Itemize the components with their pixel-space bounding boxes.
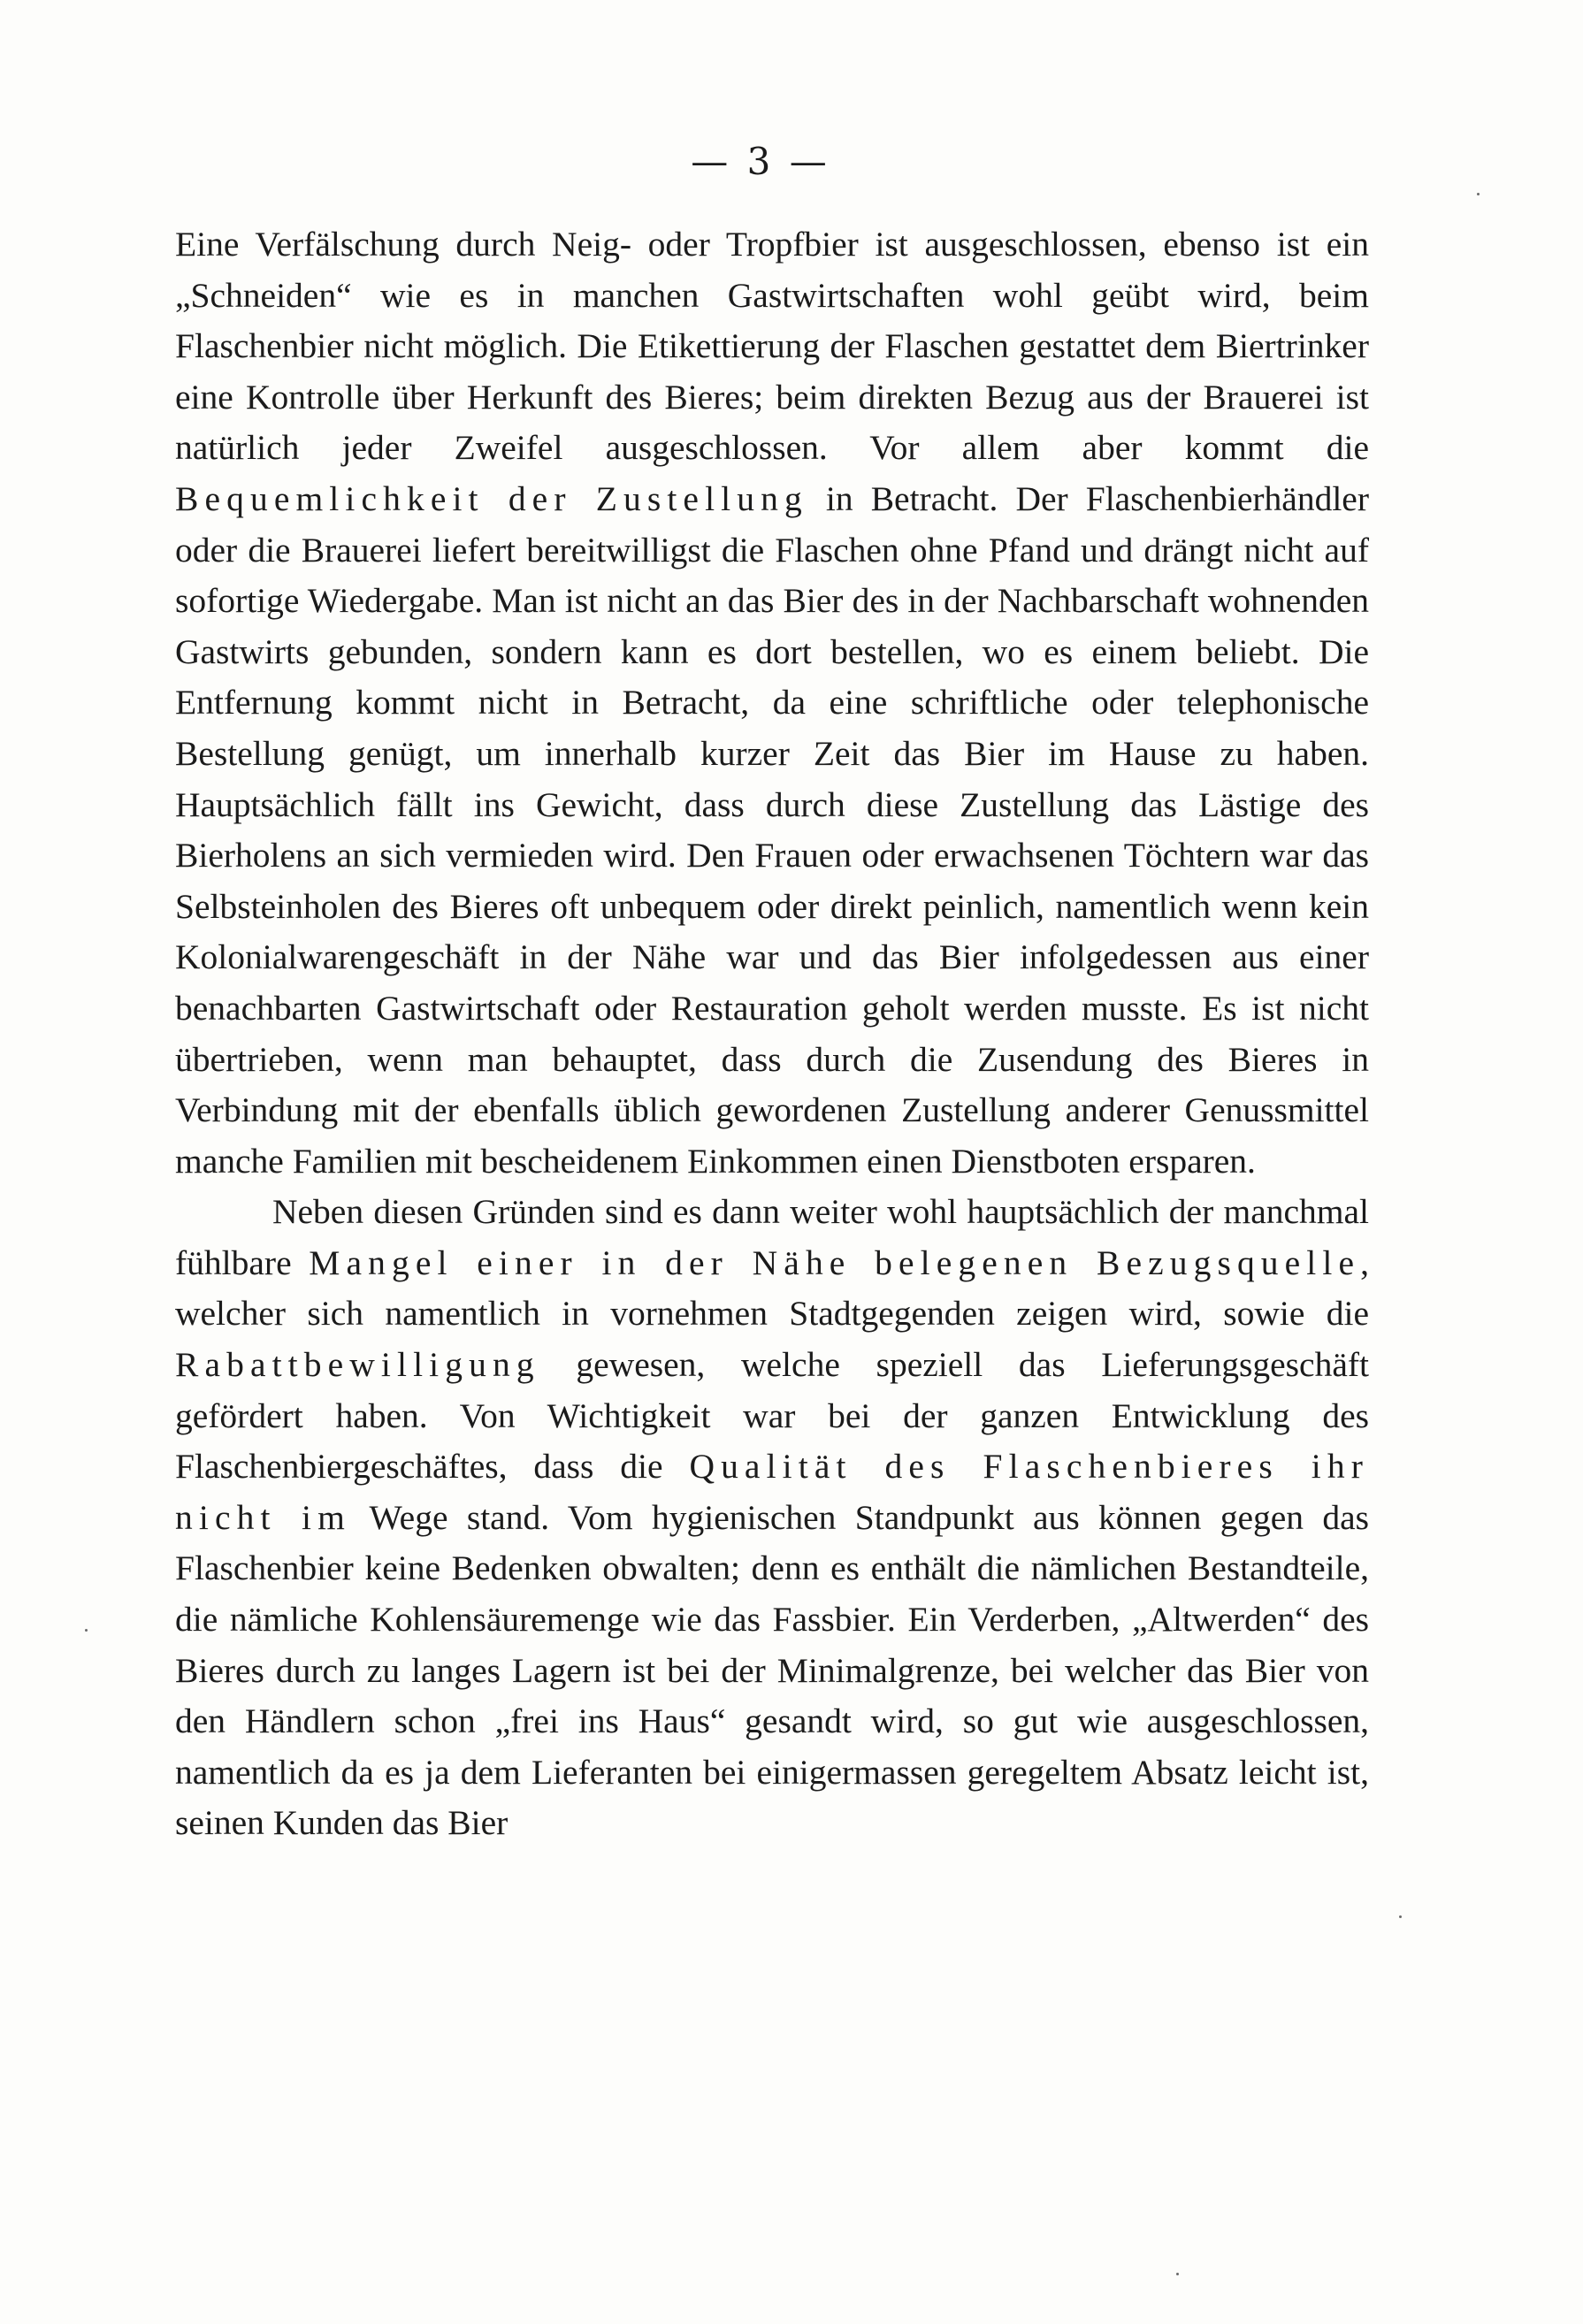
paragraph-2-text-b: , welcher sich namentlich in vornehmen Stadtgegenden zeigen wird, sowie die <box>175 1242 1369 1334</box>
paragraph-1-text-b: in Betracht. Der Flaschenbierhändler oder die Brauerei liefert bereitwilligst die Flaschen ohne Pfand und drängt nicht auf sofortige Wiedergabe. Man ist nicht an das Bier des in der Nachbarschaft wohnenden Gastwirts gebunden, sondern kann es dort bestellen, wo es einem beliebt. Die Entfernung kommt nicht in Betracht, da eine schriftliche oder telephonische Bestellung genügt, um innerhalb kurzer Zeit das Bier im Hause zu haben. Hauptsächlich fällt ins Gewicht, dass durch diese Zustellung das Lästige des Bierholens an sich vermieden wird. Den Frauen oder erwachsenen Töchtern war das Selbsteinholen des Bieres oft unbequem oder direkt peinlich, namentlich wenn kein Kolonialwarengeschäft in der Nähe war und das Bier infolgedessen aus einer benachbarten Gastwirtschaft oder Restauration geholt werden musste. Es ist nicht übertrieben, wenn man behauptet, dass durch die Zusendung des Bieres in Verbindung mit der ebenfalls üblich gewordenen Zustellung anderer Genussmittel manche Familien mit bescheidenem Einkommen einen Dienstboten ersparen. <box>175 478 1369 1181</box>
emphasis-rabatt: Rabattbewilligung <box>175 1345 540 1385</box>
paragraph-1 <box>175 219 1369 1187</box>
emphasis-bequemlichkeit: Bequemlichkeit der Zustellung <box>175 478 808 518</box>
paragraph-2-text-c: gewesen, welche speziell das Lieferungsgeschäft gefördert haben. Von Wichtigkeit war bei der ganzen Entwicklung des Flaschenbiergeschäftes, dass die <box>175 1345 1369 1487</box>
page-number: — 3 — <box>691 140 830 183</box>
paragraph-1-text-a: Eine Verfälschung durch Neig- oder Tropfbier ist ausgeschlossen, ebenso ist ein „Schneiden“ wie es in manchen Gastwirtschaften wohl geübt wird, beim Flaschenbier nicht möglich. Die Etikettierung der Flaschen gestattet dem Biertrinker eine Kontrolle über Herkunft des Bieres; beim direkten Bezug aus der Brauerei ist natürlich jeder Zweifel ausgeschlossen. Vor allem aber kommt die <box>175 225 1369 468</box>
paper-speck <box>85 1629 88 1632</box>
emphasis-mangel: Mangel einer in der Nähe belegenen Bezugsquelle <box>309 1242 1361 1282</box>
paragraph-2-text-d: Wege stand. Vom hygienischen Standpunkt aus können gegen das Flaschenbier keine Bedenken obwalten; denn es enthält die nämlichen Bestandteile, die nämliche Kohlensäuremenge wie das Fassbier. Ein Verderben, „Altwerden“ des Bieres durch zu langes Lagern ist bei der Minimalgrenze, bei welcher das Bier von den Händlern schon „frei ins Haus“ gesandt wird, so gut wie ausgeschlossen, namentlich da es ja dem Lieferanten bei einigermassen geregeltem Absatz leicht ist, seinen Kunden das Bier <box>175 1497 1370 1843</box>
body-text <box>175 219 1369 1849</box>
paragraph-2-text-a: Neben diesen Gründen sind es dann weiter wohl hauptsächlich der manchmal fühlbare <box>175 1192 1369 1282</box>
paragraph-2 <box>175 1187 1369 1849</box>
paper-speck <box>1176 2273 1179 2275</box>
paper-speck <box>1477 193 1480 195</box>
paper-speck <box>1399 1915 1402 1918</box>
emphasis-qualitaet: Qualität des Flaschenbieres ihr nicht im <box>175 1447 1370 1537</box>
